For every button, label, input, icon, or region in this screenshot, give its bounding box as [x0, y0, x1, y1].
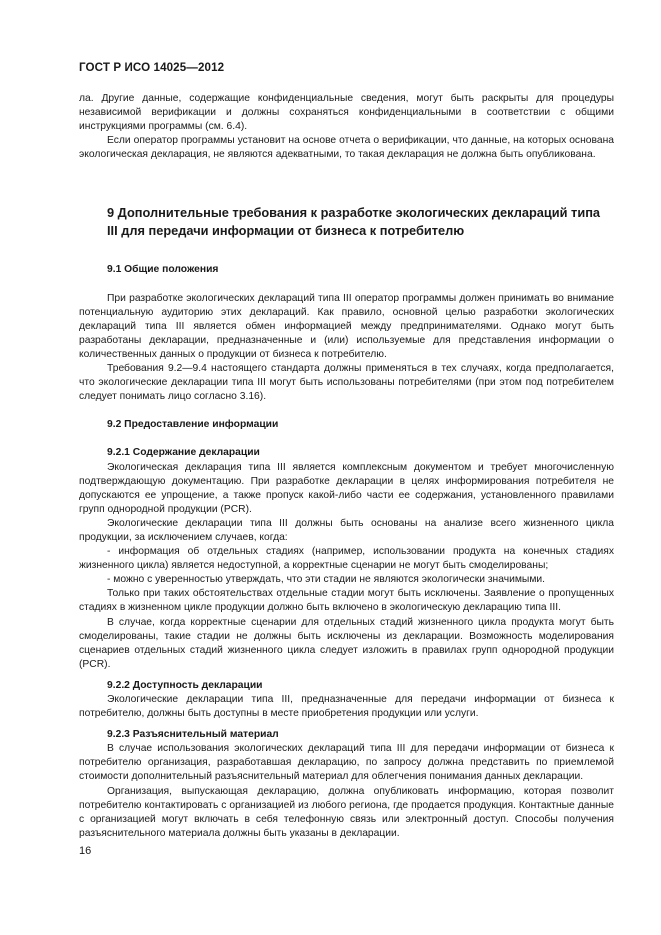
- list-item: - можно с уверенностью утверждать, что эти стадии не являются экологически значимыми.: [107, 574, 546, 586]
- paragraph: Экологические декларации типа III должны быть основаны на анализе всего жизненного цикла продукции, за исключением случаев, когда:: [79, 517, 614, 543]
- document-body: [79, 92, 614, 841]
- paragraph: ла. Другие данные, содержащие конфиденциальные сведения, могут быть раскрыты для процедуры независимой верификации и должны сохраняться конфиденциальными в соответствии с общими инструкциями программы (см. 6.4).: [79, 93, 614, 133]
- subsection-heading: 9.1 Общие положения: [107, 264, 219, 276]
- paragraph: В случае, когда корректные сценарии для отдельных стадий жизненного цикла продукта могут быть смоделированы, такие стадии не должны быть исключены из декларации. Возможность моделирования сценариев отдельных стадий жизненного цикла следует изложить в правилах групп однородной продукции (PCR).: [79, 616, 614, 670]
- clause-heading: 9.2.2 Доступность декларации: [107, 679, 263, 691]
- section-heading: 9 Дополнительные требования к разработке экологических деклараций типа III для передачи информации от бизнеса к потребителю: [107, 205, 601, 238]
- paragraph: Если оператор программы установит на основе отчета о верификации, что данные, на которых основана экологическая декларация, не являются адекватными, то такая декларация не должна быть опубликована.: [79, 135, 614, 161]
- paragraph: Требования 9.2—9.4 настоящего стандарта должны применяться в тех случаях, когда предполагается, что экологические декларации типа III могут быть использованы потребителями (при этом под потребителем следует понимать лицо согласно 3.16).: [79, 363, 614, 403]
- paragraph: Организация, выпускающая декларацию, должна опубликовать информацию, которая позволит потребителю контактировать с организацией из любого региона, где продается продукция. Контактные данные с организацией могут включать в себя телефонную связь или электронный доступ. Способы получения разъяснительного материала должны быть указаны в декларации.: [79, 785, 614, 839]
- paragraph: При разработке экологических деклараций типа III оператор программы должен принимать во внимание потенциальную аудиторию этих деклараций. Как правило, основной целью разработки экологических деклараций типа III является обмен информацией между предпринимателями. Однако могут быть разработаны декларации, предназначенные и (или) используемые для представления информации о количественных данных о продукции от бизнеса к потребителю.: [79, 292, 614, 360]
- paragraph: Только при таких обстоятельствах отдельные стадии могут быть исключены. Заявление о пропущенных стадиях в жизненном цикле продукции должно быть включено в экологическую декларацию типа III.: [79, 588, 614, 614]
- list-item: - информация об отдельных стадиях (например, использовании продукта на конечных стадиях жизненного цикла) является недоступной, а корректные сценарии не могут быть смоделированы;: [79, 546, 614, 572]
- paragraph: В случае использования экологических деклараций типа III для передачи информации от бизнеса к потребителю организация, разработавшая декларацию, по запросу должна представить по приемлемой стоимости дополнительный разъяснительный материал для облегчения понимания данных декларации.: [79, 743, 614, 783]
- running-header: ГОСТ Р ИСО 14025—2012: [79, 61, 225, 74]
- clause-heading: 9.2.3 Разъяснительный материал: [107, 729, 279, 741]
- paragraph: Экологическая декларация типа III является комплексным документом и требует многочисленную подтверждающую документацию. При разработке декларации в целях информирования потребителя не допускаются ее упрощение, а также пропуск какой-либо части ее содержания, установленного правилами групп однородной продукции (PCR).: [79, 461, 614, 515]
- clause-heading: 9.2.1 Содержание декларации: [107, 447, 260, 459]
- paragraph: Экологические декларации типа III, предназначенные для передачи информации от бизнеса к потребителю, должны быть доступны в месте приобретения продукции или услуги.: [79, 694, 614, 720]
- page-number: 16: [79, 845, 92, 857]
- subsection-heading: 9.2 Предоставление информации: [107, 419, 279, 431]
